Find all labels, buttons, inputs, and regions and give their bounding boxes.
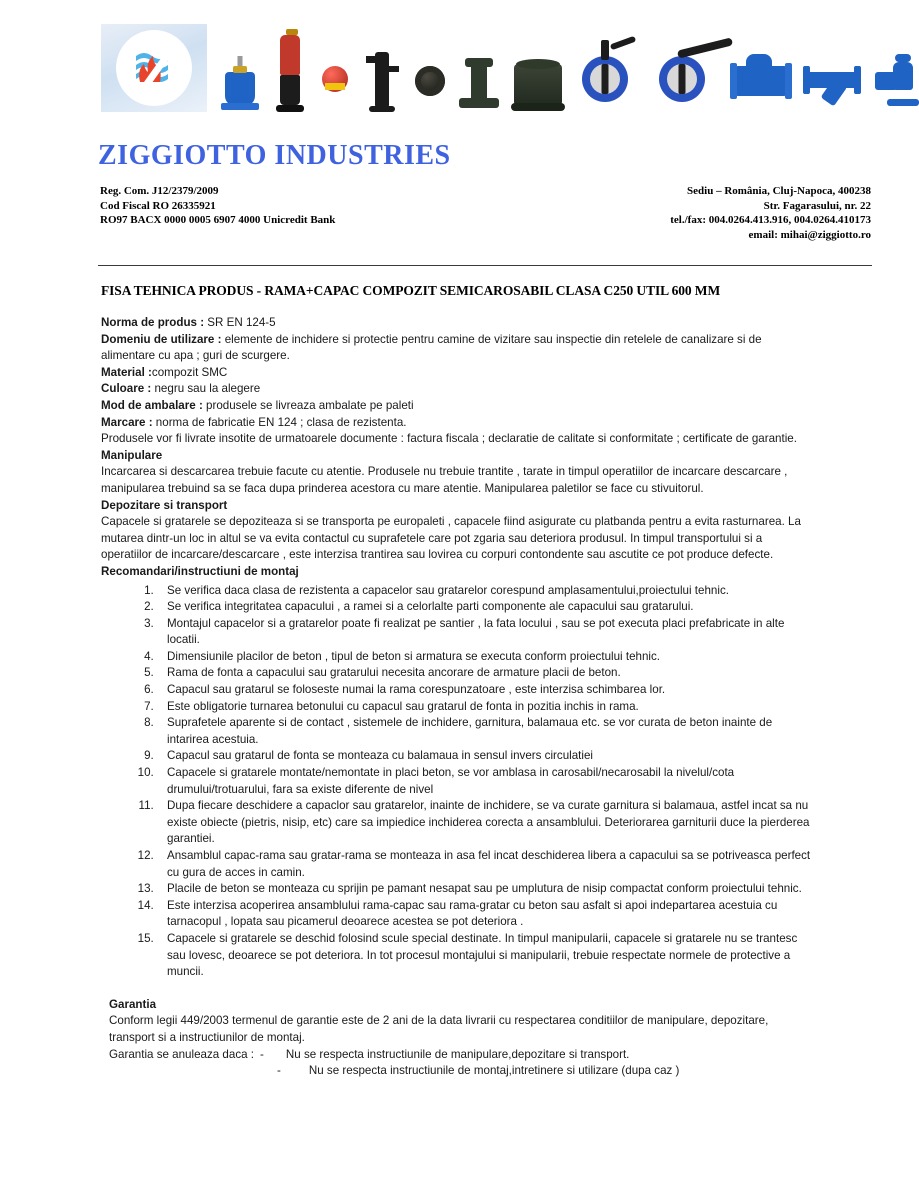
banner-item-blue-gate-valve	[210, 18, 270, 118]
warranty-heading: Garantia	[109, 997, 157, 1011]
spec-label: Norma de produs	[101, 316, 197, 329]
underground-hydrant-body	[375, 52, 389, 108]
warranty-void-item: Nu se respecta instructiunile de montaj,intretinere si utilizare (dupa caz )	[308, 1064, 680, 1078]
spec-value: elemente de inchidere si protectie pentru camine de vizitare sau inspectie din retelele de canalizare si de alimentare cu apa ; guri de scurgere.	[101, 332, 762, 363]
document-title: FISA TEHNICA PRODUS - RAMA+CAPAC COMPOZIT SEMICAROSABIL CLASA C250 UTIL 600 MM	[101, 283, 721, 298]
spec-separator: :	[145, 415, 156, 429]
banner-item-dark-ring-gasket	[408, 18, 452, 118]
hydrant-upper-body	[280, 35, 300, 75]
spec-label: Domeniu de utilizare	[101, 332, 215, 346]
spec-row	[101, 332, 813, 365]
header-divider	[98, 265, 872, 266]
spec-value: negru sau la alegere	[154, 382, 261, 396]
spec-row	[101, 381, 813, 398]
list-item: 6. Capacul sau gratarul se foloseste numai la rama corespunzatoare , este interzisa schimbarea lor.	[157, 682, 813, 699]
air-release-valve	[875, 58, 919, 106]
spec-value: compozit SMC	[151, 365, 228, 379]
list-item: 10. Capacele si gratarele montate/nemontate in placi beton, se vor amblasa in carosabil/necarosabil la nivelul/cota drumului/trotuarului, fara sa existe diferente de nivel	[157, 765, 813, 798]
document-body	[101, 315, 813, 1080]
banner-item-black-underground-hydrant	[356, 18, 408, 118]
spec-label: Marcare	[101, 415, 146, 429]
warranty-void-row-2	[277, 1063, 813, 1080]
banner-item-red-fire-hydrant	[270, 18, 314, 118]
hydrant-lower-body	[280, 75, 300, 105]
list-item: 11. Dupa fiecare deschidere a capaclor sau gratarelor, inainte de inchidere, se va curate garnitura si balamaua, astfel incat sa nu existe obiecte (pietris, nisip, etc) care sa impiedice inchiderea corecta a ansamblului. Deteriorarea garniturii duce la pierderea garantiei.	[157, 798, 813, 848]
banner-item-blue-y-strainer	[798, 18, 866, 118]
product-banner	[98, 18, 873, 118]
spec-row	[101, 398, 813, 415]
banner-item-red-hydrant-sphere-cap	[314, 18, 356, 118]
gate-valve-cap	[233, 66, 247, 73]
banner-item-blue-wafer-butterfly-valve	[640, 18, 724, 118]
contact-email: email: mihai@ziggiotto.ro	[748, 228, 871, 241]
list-item: 5. Rama de fonta a capacului sau gratarului necesita ancorare de armature placii de beton.	[157, 665, 813, 682]
underground-hydrant-foot	[369, 106, 395, 112]
spec-label: Material	[101, 365, 145, 379]
section-heading-manipulare: Manipulare	[101, 448, 163, 462]
spec-row	[101, 415, 813, 432]
y-strainer	[806, 62, 858, 102]
wafer-butterfly-valve	[659, 56, 705, 102]
banner-item-blue-air-release-valve	[866, 18, 919, 118]
check-valve-dome	[746, 54, 772, 68]
contact-phone: tel./fax: 004.0264.413.916, 004.0264.410173	[670, 214, 871, 226]
spec-label: Culoare	[101, 382, 145, 396]
list-item: 9. Capacul sau gratarul de fonta se monteaza cu balamaua in sensul invers circulatiei	[157, 748, 813, 765]
ring-gasket	[415, 66, 445, 96]
warranty-void-item: Nu se respecta instructiunile de manipulare,depozitare si transport.	[285, 1047, 630, 1061]
list-item: 14. Este interzisa acoperirea ansamblului rama-capac sau rama-gratar cu beton sau asfalt si apoi indepartarea acestuia cu tarnacopul , lopata sau picamerul deoarece acestea se pot deteriora .	[157, 898, 813, 931]
reg-line-1: Reg. Com. J12/2379/2009	[100, 185, 219, 197]
butterfly-valve-lever	[601, 40, 609, 60]
company-title: ZIGGIOTTO INDUSTRIES	[98, 140, 451, 171]
hydrant-sphere-label	[325, 83, 345, 90]
list-item: 2. Se verifica integritatea capacului , a ramei si a celorlalte parti componente ale capacului sau gratarului.	[157, 599, 813, 616]
section-text-manipulare: Incarcarea si descarcarea trebuie facute cu atentie. Produsele nu trebuie trantite , tarate in timpul operatiilor de incarcare descarcare , manipularea trebuind sa se faca dupa prinderea acestora cu mare atentie. Manipularea paletilor se face cu stivuitorul.	[101, 465, 788, 495]
section-heading-depozitare: Depozitare si transport	[101, 498, 228, 512]
reg-line-2: Cod Fiscal RO 26335921	[100, 199, 216, 212]
warranty-void-label: Garantia se anuleaza daca :	[109, 1047, 255, 1061]
banner-item-blue-check-valve	[724, 18, 798, 118]
company-registration-block	[100, 184, 335, 228]
flanged-butterfly-valve	[582, 56, 628, 102]
spec-row	[101, 315, 813, 332]
banner-item-dark-cast-iron-bend	[452, 18, 506, 118]
spec-row	[101, 365, 813, 382]
company-logo-tile	[101, 24, 207, 112]
list-item: 15. Capacele si gratarele se deschid folosind scule special destinate. In timpul manipularii, capacele si gratarele nu se trantesc sau lovesc, deoarece se pot deteriora. In tot procesul montajului si manipularii, trebuie respectate normele de protective a muncii.	[157, 931, 813, 981]
section-text-depozitare: Capacele si gratarele se depoziteaza si se transporta pe europaleti , capacele fiind asigurate cu platbanda pentru a evita rasturnarea. La mutarea dintr-un loc in altul se va evita contactul cu suprafetele care pot zgaria sau deteriora produsul. In timpul transportului si a operatiilor de incarcare/descarcare , este interzisa trantirea sau lovirea cu corpuri contondente sau ascutite ce pot produce defecte.	[101, 515, 801, 562]
reg-line-3: RO97 BACX 0000 0005 6907 4000 Unicredit Bank	[100, 214, 336, 226]
warranty-text: Conform legii 449/2003 termenul de garantie este de 2 ani de la data livrarii cu respectarea conditiilor de manipulare, depozitare, transport si a instructiunilor de montaj.	[109, 1014, 769, 1044]
contact-street: Str. Fagarasului, nr. 22	[763, 199, 871, 212]
spec-list	[101, 315, 813, 431]
spec-label: Mod de ambalare	[101, 398, 196, 412]
check-valve-body	[734, 66, 788, 96]
gate-valve-flange	[221, 103, 259, 110]
list-item: 4. Dimensiunile placilor de beton , tipul de beton si armatura se executa conform proiectului tehnic.	[157, 649, 813, 666]
underground-hydrant-arm-left	[366, 56, 378, 63]
spec-separator: :	[214, 332, 225, 346]
underground-hydrant-arm-right	[387, 66, 399, 72]
spec-value: SR EN 124-5	[207, 316, 276, 329]
list-item: 12. Ansamblul capac-rama sau gratar-rama se monteaza in asa fel incat deschiderea libera a capacului sa se potriveasca perfect cu gura de acces in camin.	[157, 848, 813, 881]
warranty-void-row-1	[109, 1047, 813, 1064]
spec-separator: :	[195, 398, 207, 412]
spec-value: produsele se livreaza ambalate pe paleti	[206, 398, 414, 412]
banner-item-blue-flanged-butterfly-valve	[570, 18, 640, 118]
spec-separator: :	[144, 365, 152, 379]
spec-separator: :	[196, 316, 208, 329]
hydrant-sphere	[322, 66, 348, 92]
accompanying-documents-line: Produsele vor fi livrate insotite de urmatoarele documente : factura fiscala ; declaratie de calitate si conformitate ; certificate de garantie.	[101, 432, 797, 446]
gate-valve-body	[225, 72, 255, 106]
spec-separator: :	[144, 382, 155, 396]
warranty-section	[109, 997, 813, 1080]
recommendations-heading: Recomandari/instructiuni de montaj	[101, 564, 299, 578]
contact-address: Sediu – România, Cluj-Napoca, 400238	[687, 185, 871, 197]
list-item: 7. Este obligatorie turnarea betonului cu capacul sau gratarul de fonta in pozitia inchis in rama.	[157, 699, 813, 716]
list-item: 1. Se verifica daca clasa de rezistenta a capacelor sau gratarelor corespund amplasamentului,proiectului tehnic.	[157, 583, 813, 600]
spec-value: norma de fabricatie EN 124 ; clasa de rezistenta.	[155, 415, 407, 429]
cast-iron-drum	[514, 64, 562, 106]
butterfly-valve-handle	[610, 36, 636, 51]
warranty-dash: -	[277, 1064, 281, 1078]
cast-iron-bend	[459, 58, 499, 110]
company-logo-flame-water-icon	[118, 32, 190, 104]
banner-item-company-logo	[98, 18, 210, 118]
list-item: 3. Montajul capacelor si a gratarelor poate fi realizat pe santier , la fata locului , sau se pot executa placi prefabricate in alte locatii.	[157, 616, 813, 649]
recommendations-list	[101, 583, 813, 981]
hydrant-base	[276, 105, 304, 112]
warranty-dash: -	[260, 1047, 264, 1061]
banner-item-dark-cast-iron-drum	[506, 18, 570, 118]
company-contact-block	[670, 184, 871, 242]
list-item: 13. Placile de beton se monteaza cu sprijin pe pamant nesapat sau pe umplutura de nisip compactat conform proiectului tehnic.	[157, 881, 813, 898]
list-item: 8. Suprafetele aparente si de contact , sistemele de inchidere, garnitura, balamaua etc. se vor curata de beton inainte de intarirea acestuia.	[157, 715, 813, 748]
